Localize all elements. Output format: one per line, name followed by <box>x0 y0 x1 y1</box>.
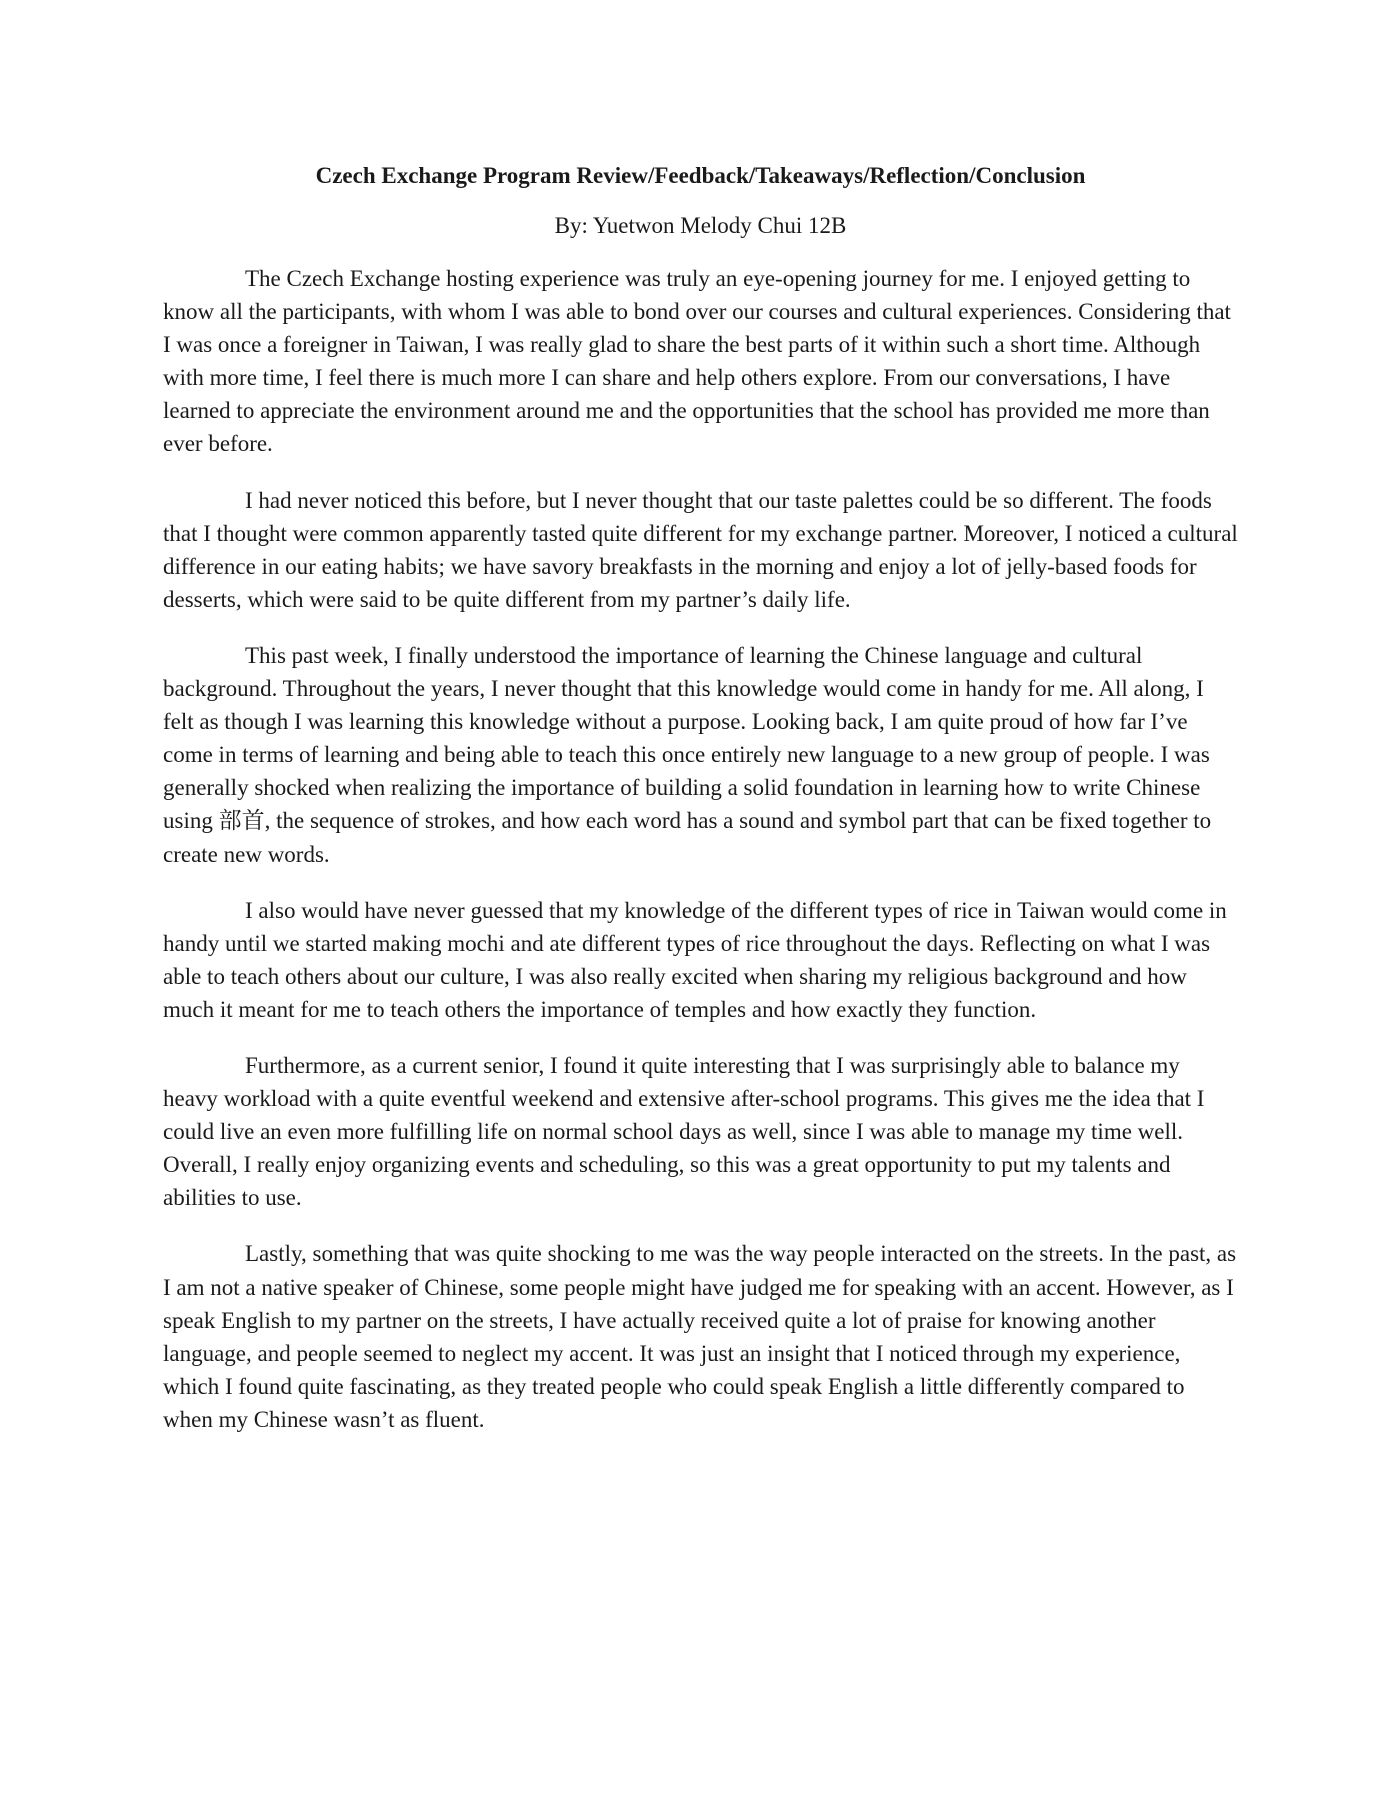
paragraph-1: The Czech Exchange hosting experience was truly an eye-opening journey for me. I enjoyed getting to know all the participants, with whom I was able to bond over our courses and cultural experiences. Considering that I was once a foreigner in Taiwan, I was really glad to share the best parts of it within such a short time. Although with more time, I feel there is much more I can share and help others explore. From our conversations, I have learned to appreciate the environment around me and the opportunities that the school has provided me more than ever before. <box>163 266 1231 457</box>
document-author: By: Yuetwon Melody Chui 12B <box>554 213 847 238</box>
paragraph-3: This past week, I finally understood the importance of learning the Chinese language and cultural background. Throughout the years, I never thought that this knowledge would come in handy for me. All along, I felt as though I was learning this knowledge without a purpose. Looking back, I am quite proud of how far I’ve come in terms of learning and being able to teach this once entirely new language to a new group of people. I was generally shocked when realizing the importance of building a solid foundation in learning how to write Chinese using 部首, the sequence of strokes, and how each word has a sound and symbol part that can be fixed together to create new words. <box>163 642 1212 867</box>
paragraph-6: Lastly, something that was quite shocking to me was the way people interacted on the streets. In the past, as I am not a native speaker of Chinese, some people might have judged me for speaking with an accent. However, as I speak English to my partner on the streets, I have actually received quite a lot of praise for knowing another language, and people seemed to neglect my accent. It was just an insight that I noticed through my experience, which I found quite fascinating, as they treated people who could speak English a little differently compared to when my Chinese wasn’t as fluent. <box>163 1241 1237 1432</box>
paragraph-5: Furthermore, as a current senior, I found it quite interesting that I was surprisingly able to balance my heavy workload with a quite eventful weekend and extensive after-school programs. This gives me the idea that I could live an even more fulfilling life on normal school days as well, since I was able to manage my time well. Overall, I really enjoy organizing events and scheduling, so this was a great opportunity to put my talents and abilities to use. <box>163 1052 1205 1211</box>
paragraph-4: I also would have never guessed that my knowledge of the different types of rice in Taiwan would come in handy until we started making mochi and ate different types of rice throughout the days. Reflecting on what I was able to teach others about our culture, I was also really excited when sharing my religious background and how much it meant for me to teach others the importance of temples and how exactly they function. <box>163 897 1227 1022</box>
paragraph-2: I had never noticed this before, but I never thought that our taste palettes could be so different. The foods that I thought were common apparently tasted quite different for my exchange partner. Moreover, I noticed a cultural difference in our eating habits; we have savory breakfasts in the morning and enjoy a lot of jelly-based foods for desserts, which were said to be quite different from my partner’s daily life. <box>163 487 1238 612</box>
document-title: Czech Exchange Program Review/Feedback/Takeaways/Reflection/Conclusion <box>315 163 1086 188</box>
document-page <box>163 160 1238 1459</box>
